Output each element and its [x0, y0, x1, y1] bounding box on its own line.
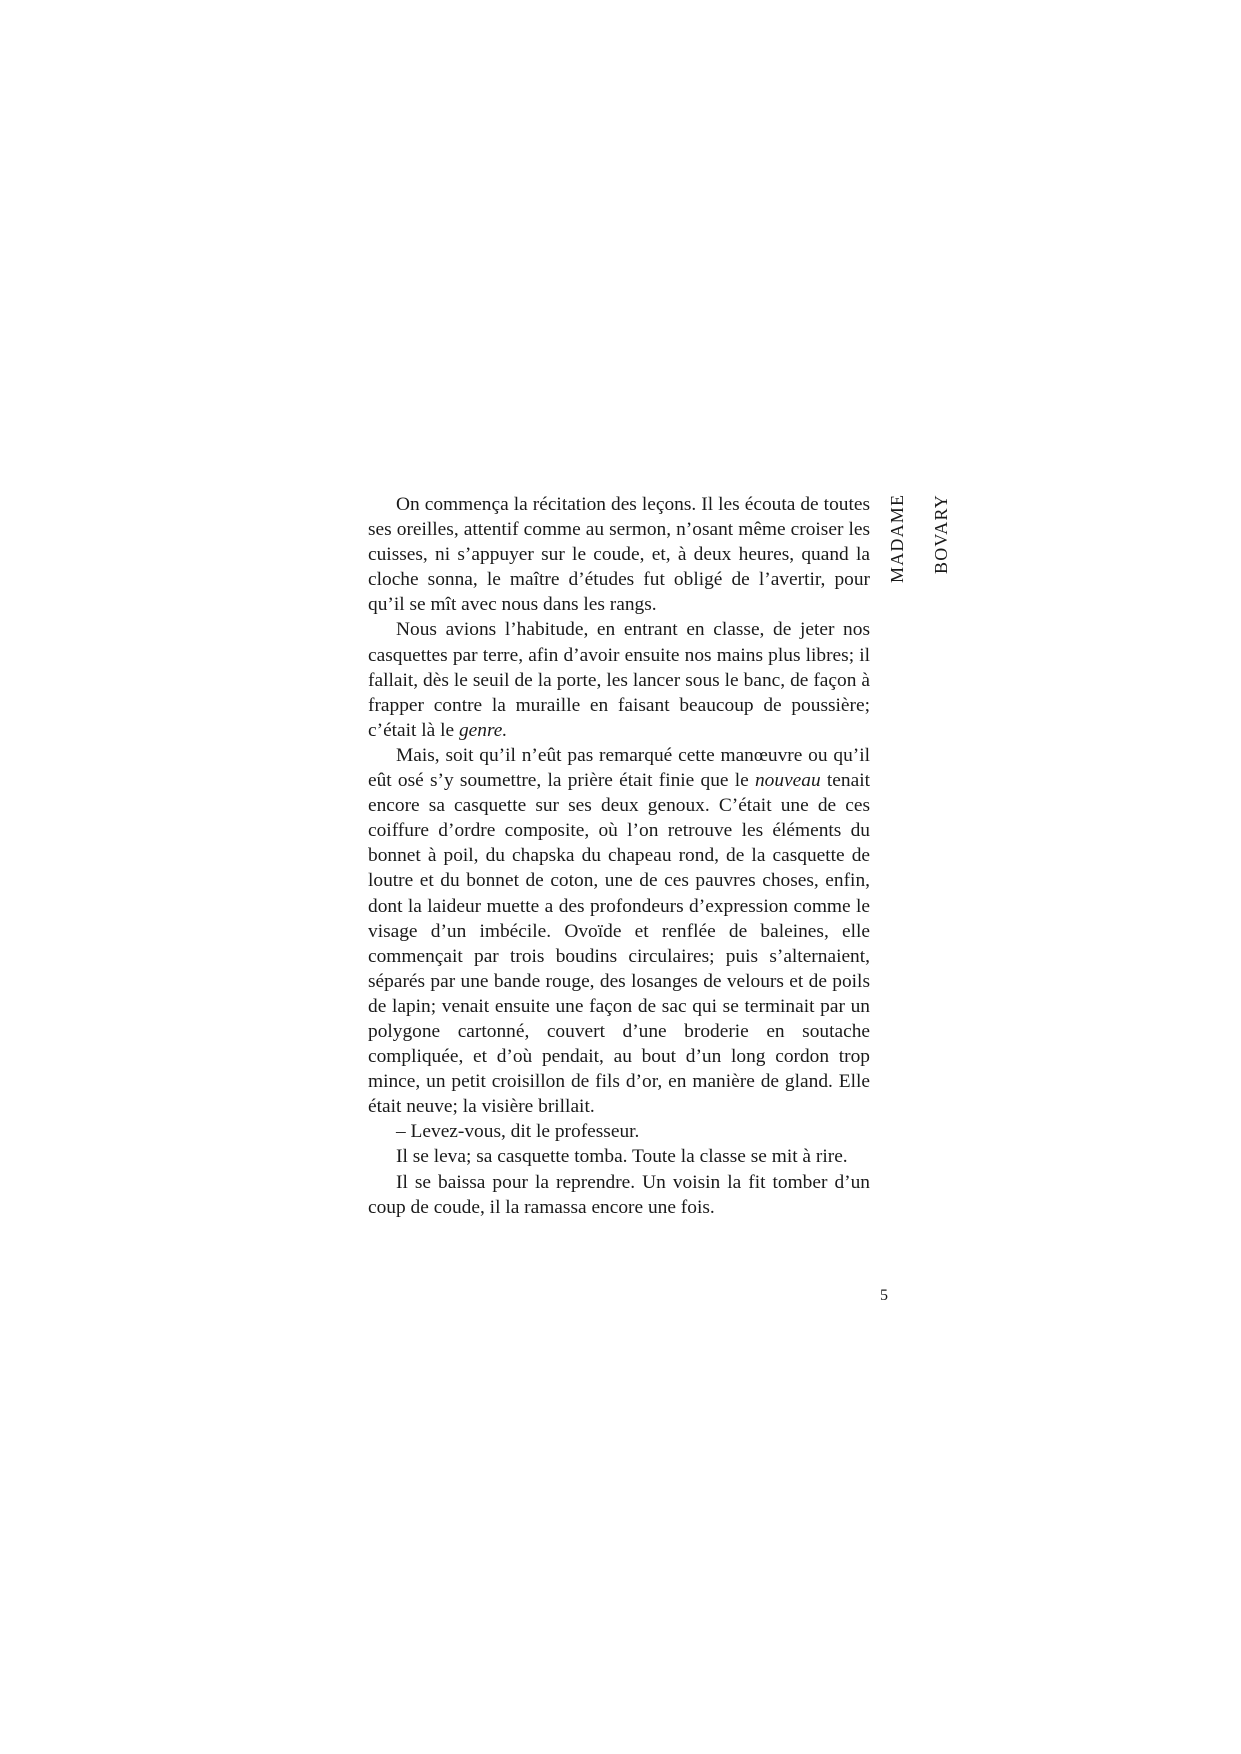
paragraph	[368, 1144, 870, 1169]
text-run: Il se baissa pour la reprendre. Un voisin la fit tomber d’un coup de coude, il la ramassa encore une fois.	[368, 1171, 870, 1218]
text-run: Mais, soit qu’il n’eût pas remarqué cette manœuvre ou qu’il eût osé s’y soumettre, la prière était finie que le	[368, 744, 870, 792]
page-number: 5	[880, 1287, 888, 1304]
paragraph	[368, 1170, 870, 1220]
text-run: tenait encore sa casquette sur ses deux genoux. C’était une de ces coiffure d’ordre composite, où l’on retrouve les éléments du bonnet à poil, du chapska du chapeau rond, de la casquette de loutre et du bonnet de coton, une de ces pauvres choses, enfin, dont la laideur muette a des profondeurs d’expression comme le visage d’un imbécile. Ovoïde et renflée de baleines, elle commençait par trois boudins circulaires; puis s’alternaient, séparés par une bande rouge, des losanges de velours et de poils de lapin; venait ensuite une façon de sac qui se terminait par un polygone cartonné, couvert d’une broderie en soutache compliquée, et d’où pendait, au bout d’un long cordon trop mince, un petit croisillon de fils d’or, en manière de gland. Elle était neuve; la visière brillait.	[368, 770, 870, 1118]
text-run: On commença la récitation des leçons. Il les écouta de toutes ses oreilles, attentif comme au sermon, n’osant même croiser les cuisses, ni s’appuyer sur le coude, et, à deux heures, quand la cloche sonna, le maître d’études fut obligé de l’avertir, pour qu’il se mît avec nous dans les rangs.	[368, 494, 870, 616]
italic-text: nouveau	[754, 770, 821, 792]
paragraph	[368, 492, 870, 617]
text-run: Nous avions l’habitude, en entrant en classe, de jeter nos casquettes par terre, afin d’avoir ensuite nos mains plus libres; il fallait, dès le seuil de la porte, les lancer sous le banc, de façon à frapper contre la muraille en faisant beaucoup de poussière; c’était là le	[368, 619, 870, 741]
paragraph	[368, 743, 870, 1119]
italic-text: genre.	[458, 719, 508, 741]
body-text	[368, 492, 870, 1220]
text-run: Il se leva; sa casquette tomba. Toute la classe se mit à rire.	[396, 1146, 848, 1168]
paragraph	[368, 617, 870, 742]
paragraph	[368, 1119, 870, 1144]
text-run: – Levez-vous, dit le professeur.	[396, 1121, 640, 1143]
running-head: MADAME BOVARY	[887, 494, 951, 584]
